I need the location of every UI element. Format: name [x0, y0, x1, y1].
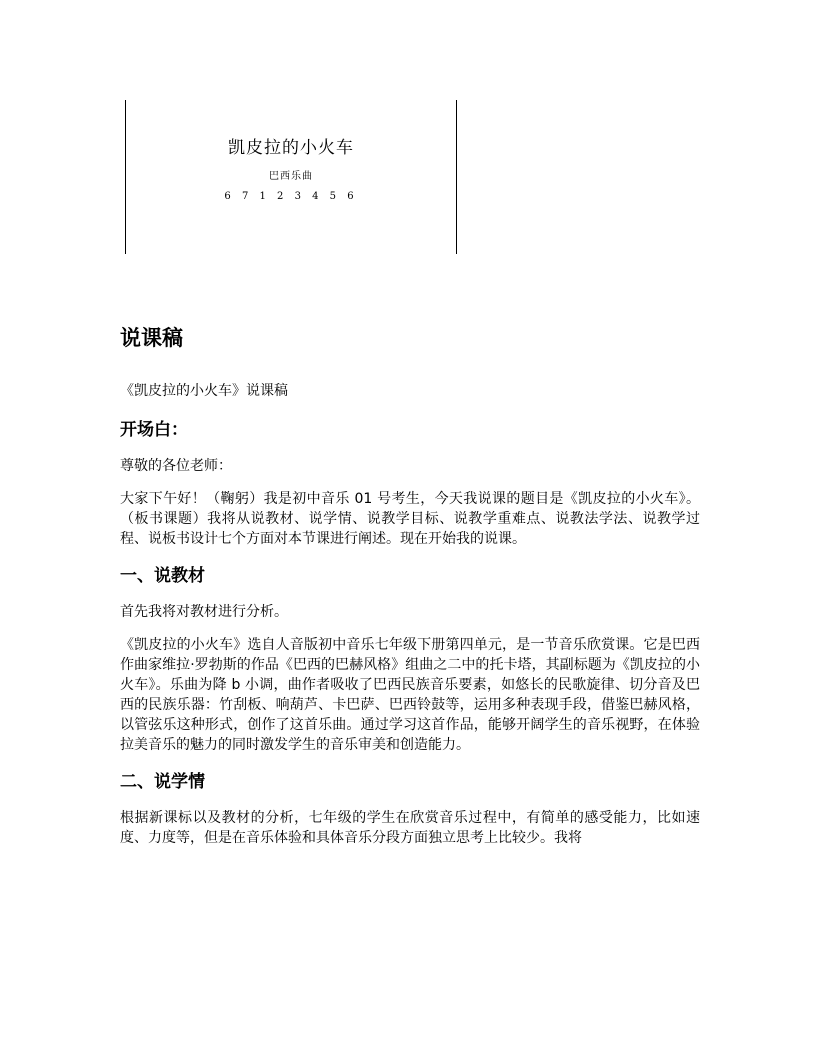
document-subtitle: 《凯皮拉的小火车》说课稿 [120, 383, 288, 399]
document-body [120, 318, 700, 861]
paragraph: 大家下午好！（鞠躬）我是初中音乐 01 号考生，今天我说课的题目是《凯皮拉的小火车》。（板书课题）我将从说教材、说学情、说教学目标、说教学重难点、说教法学法、说教学过程、说板书设计七个方面对本节课进行阐述。现在开始我的说课。 [120, 491, 700, 547]
paragraph: 《凯皮拉的小火车》选自人音版初中音乐七年级下册第四单元，是一节音乐欣赏课。它是巴西作曲家维拉·罗勃斯的作品《巴西的巴赫风格》组曲之二中的托卡塔，其副标题为《凯皮拉的小火车》。乐曲为降 b 小调，曲作者吸收了巴西民族音乐要素，如悠长的民歌旋律、切分音及巴西的民族乐器：竹刮板、响葫芦、卡巴萨、巴西铃鼓等，运用多种表现手段，借鉴巴赫风格，以管弦乐这种形式，创作了这首乐曲。通过学习这首作品，能够开阔学生的音乐视野，在体验拉美音乐的魅力的同时激发学生的音乐审美和创造能力。 [120, 637, 700, 753]
board-subtitle: 巴西乐曲 [269, 171, 313, 182]
board-title: 凯皮拉的小火车 [228, 138, 354, 158]
paragraph: 首先我将对教材进行分析。 [120, 604, 288, 620]
section-heading-textbook: 一、说教材 [120, 566, 205, 586]
document-title: 说课稿 [120, 326, 183, 350]
paragraph: 尊敬的各位老师： [120, 458, 232, 474]
section-heading-opening: 开场白： [120, 420, 188, 440]
paragraph: 根据新课标以及教材的分析，七年级的学生在欣赏音乐过程中，有简单的感受能力，比如速度、力度等，但是在音乐体验和具体音乐分段方面独立思考上比较少。我将 [120, 810, 700, 846]
section-heading-students: 二、说学情 [120, 772, 205, 792]
board-notes: 6 7 1 2 3 4 5 6 [224, 191, 358, 202]
board-image [125, 100, 457, 254]
